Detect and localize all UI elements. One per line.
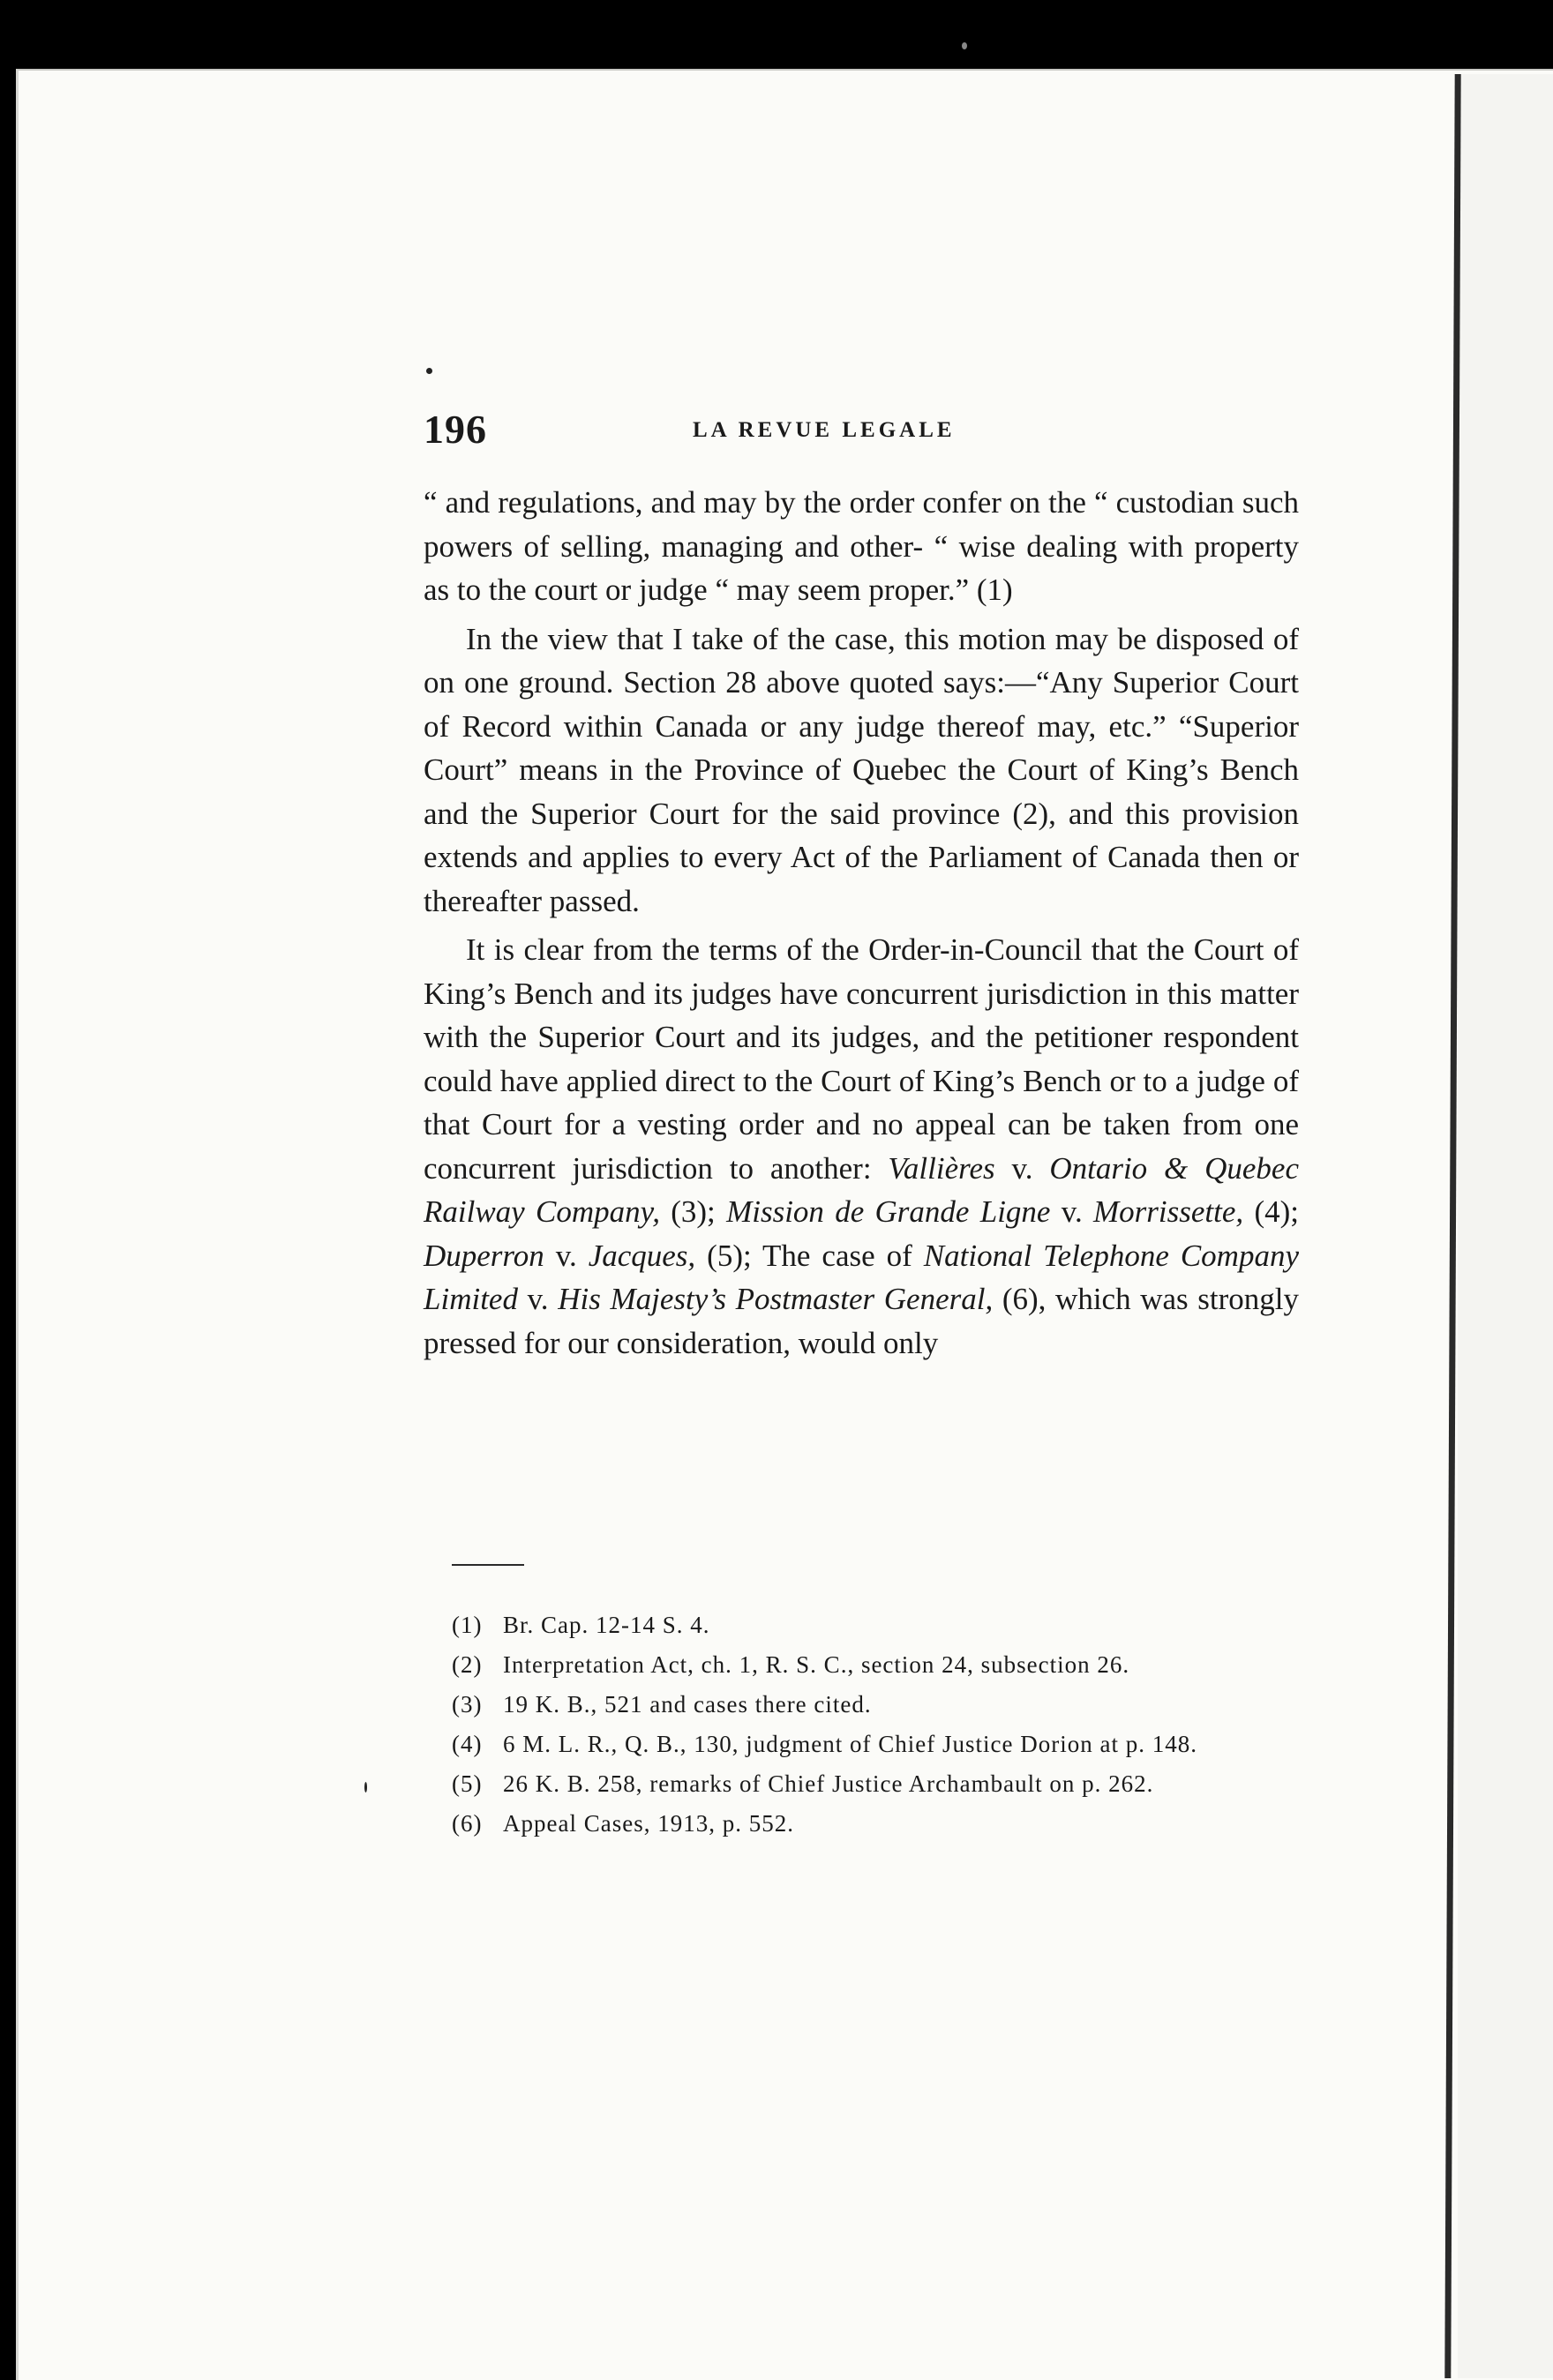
paragraph-quote-continuation: “ and regulations, and may by the order confer on the “ custodian such powers of selling, managing and other- “ wise dealing with property as to the court or judge “ may seem proper.” (1) bbox=[424, 485, 1299, 607]
paragraph-text: (3); bbox=[659, 1194, 727, 1229]
paragraph-text: v. bbox=[544, 1238, 589, 1273]
body-text bbox=[424, 481, 1299, 1365]
case-name: Jacques, bbox=[588, 1238, 696, 1273]
adjacent-page-edge bbox=[1458, 74, 1553, 2378]
footnote-number: (5) bbox=[452, 1770, 483, 1797]
footnote-number: (3) bbox=[452, 1691, 483, 1718]
paragraph: In the view that I take of the case, this motion may be disposed of on one ground. Section 28 above quoted says:—“Any Superior Court of Record within Canada or any judge thereof may, etc.” “Superior Court” means in the Province of Quebec the Court of King’s Bench and the Superior Court for the said province (2), and this provision extends and applies to every Act of the Parliament of Canada then or thereafter passed. bbox=[424, 621, 1299, 918]
footnote bbox=[452, 1725, 1306, 1764]
paragraph-text: (4); bbox=[1243, 1194, 1299, 1229]
footnote-number: (4) bbox=[452, 1731, 483, 1757]
footnote-text: Appeal Cases, 1913, p. 552. bbox=[503, 1810, 794, 1837]
footnote bbox=[452, 1685, 1306, 1725]
footnotes bbox=[452, 1605, 1306, 1844]
footnote-text: 19 K. B., 521 and cases there cited. bbox=[503, 1691, 872, 1718]
case-name: Vallières bbox=[888, 1150, 995, 1186]
footnote bbox=[452, 1605, 1306, 1645]
paragraph-text: v. bbox=[994, 1150, 1050, 1186]
case-name: Duperron bbox=[424, 1238, 544, 1273]
paragraph-text: v. bbox=[517, 1282, 559, 1316]
case-name: Morrissette, bbox=[1093, 1194, 1244, 1229]
footnote-number: (6) bbox=[452, 1810, 483, 1837]
footnote-rule bbox=[452, 1564, 524, 1566]
page-number: 196 bbox=[424, 407, 487, 452]
page-header bbox=[424, 406, 1315, 459]
case-name: Mission de Grande Ligne bbox=[726, 1194, 1051, 1229]
dust-speck bbox=[962, 42, 967, 49]
paragraph bbox=[424, 928, 1299, 1365]
paragraph-text: v. bbox=[1050, 1194, 1094, 1229]
case-name: His Majesty’s Postmaster General, bbox=[558, 1282, 994, 1316]
footnote-text: 26 K. B. 258, remarks of Chief Justice Archambault on p. 262. bbox=[503, 1770, 1154, 1797]
footnote-text: 6 M. L. R., Q. B., 130, judgment of Chief Justice Dorion at p. 148. bbox=[503, 1731, 1197, 1757]
footnote bbox=[452, 1764, 1306, 1804]
paragraph-text: (6), which was strongly pressed for our consideration, would only bbox=[424, 1282, 1299, 1360]
running-title: LA REVUE LEGALE bbox=[693, 418, 956, 442]
paragraph-text: (5); The case of bbox=[695, 1238, 924, 1273]
footnote-number: (1) bbox=[452, 1612, 483, 1638]
footnote-text: Br. Cap. 12-14 S. 4. bbox=[503, 1612, 710, 1638]
footnote bbox=[452, 1645, 1306, 1685]
footnote-number: (2) bbox=[452, 1651, 483, 1678]
case-name: National Telephone Company Limited bbox=[424, 1238, 1299, 1316]
footnote bbox=[452, 1804, 1306, 1844]
dust-speck bbox=[364, 1782, 367, 1792]
dust-speck bbox=[426, 368, 432, 374]
case-name: Ontario & Quebec Railway Company, bbox=[424, 1150, 1300, 1229]
paragraph-text: It is clear from the terms of the Order-in-Council that the Court of King’s Bench and its judges have concurrent jurisdiction in this matter with the Superior Court and its judges, and the petitioner respondent could have applied direct to the Court of King’s Bench or to a judge of that Court for a vesting order and no appeal can be taken from one concurrent jurisdiction to another: bbox=[424, 932, 1299, 1186]
footnote-text: Interpretation Act, ch. 1, R. S. C., section 24, subsection 26. bbox=[503, 1651, 1130, 1678]
